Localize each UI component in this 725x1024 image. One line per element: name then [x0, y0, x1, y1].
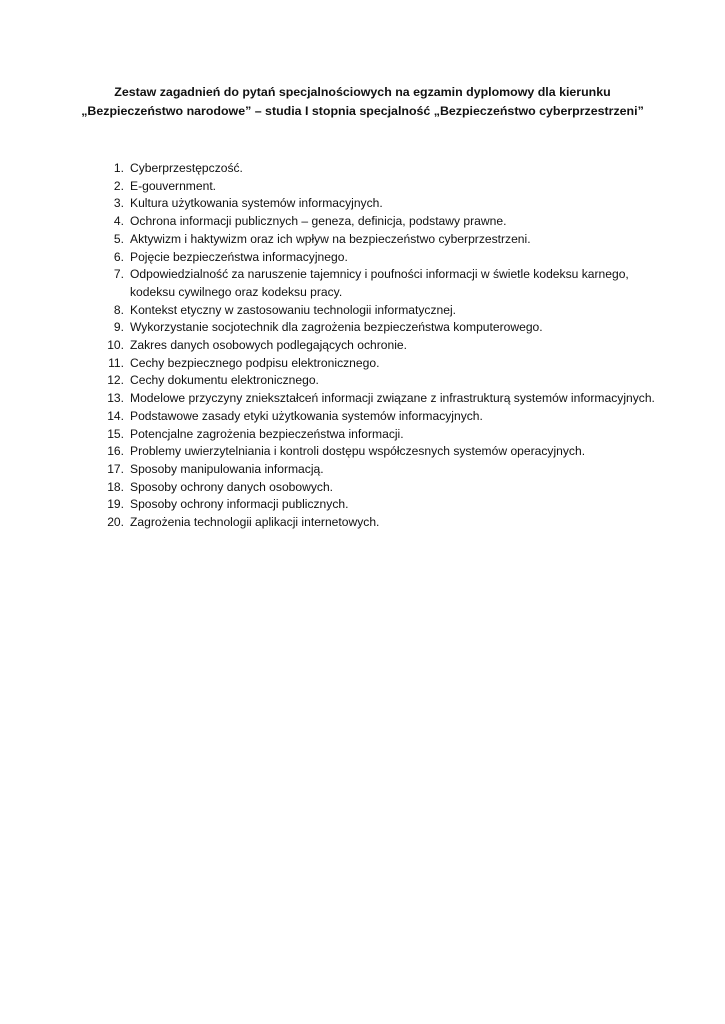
question-item — [100, 514, 660, 532]
question-text: E-gouvernment. — [130, 178, 217, 193]
question-item — [100, 355, 660, 373]
question-item — [100, 213, 660, 231]
question-item — [100, 178, 660, 196]
question-number: 2. — [113, 178, 124, 193]
question-number: 19. — [107, 497, 124, 512]
question-text: Zakres danych osobowych podlegających ochronie. — [130, 338, 407, 353]
question-text: Wykorzystanie socjotechnik dla zagrożenia bezpieczeństwa komputerowego. — [130, 320, 543, 335]
question-number: 1. — [113, 161, 124, 175]
question-item — [100, 266, 660, 301]
question-item — [100, 195, 660, 213]
question-number: 13. — [107, 391, 124, 406]
question-text: Aktywizm i haktywizm oraz ich wpływ na bezpieczeństwo cyberprzestrzeni. — [130, 231, 531, 246]
question-text: Odpowiedzialność za naruszenie tajemnicy i poufności informacji w świetle kodeksu karnego, kodeksu cywilnego oraz kodeksu pracy. — [130, 267, 629, 299]
question-number: 16. — [107, 444, 124, 459]
question-item — [100, 443, 660, 461]
question-item — [100, 426, 660, 444]
question-text: Cechy bezpiecznego podpisu elektronicznego. — [130, 355, 380, 370]
question-number: 14. — [107, 408, 124, 423]
question-text: Modelowe przyczyny zniekształceń informacji związane z infrastrukturą systemów informacyjnych. — [130, 391, 655, 406]
question-item — [100, 319, 660, 337]
question-item — [100, 372, 660, 390]
question-number: 4. — [113, 214, 124, 229]
question-number: 5. — [113, 231, 124, 246]
title-line-2: „Bezpieczeństwo narodowe” – studia I stopnia specjalność „Bezpieczeństwo cyberprzestrzeni” — [81, 104, 644, 118]
question-number: 3. — [113, 196, 124, 211]
question-number: 8. — [113, 302, 124, 317]
question-text: Sposoby manipulowania informacją. — [130, 461, 324, 476]
question-item — [100, 496, 660, 514]
question-text: Kontekst etyczny w zastosowaniu technologii informatycznej. — [130, 302, 457, 317]
question-item — [100, 390, 660, 408]
question-number: 15. — [107, 426, 124, 441]
question-number: 17. — [107, 461, 124, 476]
question-number: 20. — [107, 515, 124, 530]
question-text: Cyberprzestępczość. — [130, 161, 243, 175]
question-text: Zagrożenia technologii aplikacji internetowych. — [130, 515, 380, 530]
question-text: Ochrona informacji publicznych – geneza, definicja, podstawy prawne. — [130, 214, 507, 229]
question-text: Pojęcie bezpieczeństwa informacyjnego. — [130, 249, 348, 264]
question-number: 9. — [113, 320, 124, 335]
question-number: 12. — [107, 373, 124, 388]
question-item — [100, 302, 660, 320]
question-text: Cechy dokumentu elektronicznego. — [130, 373, 319, 388]
question-item — [100, 337, 660, 355]
title-line-1: Zestaw zagadnień do pytań specjalnościowych na egzamin dyplomowy dla kierunku — [114, 85, 611, 99]
question-item — [100, 231, 660, 249]
question-list — [100, 160, 660, 532]
question-number: 11. — [108, 355, 124, 370]
question-item — [100, 408, 660, 426]
question-text: Potencjalne zagrożenia bezpieczeństwa informacji. — [130, 426, 404, 441]
question-item — [100, 461, 660, 479]
question-text: Sposoby ochrony informacji publicznych. — [130, 497, 349, 512]
question-item — [100, 479, 660, 497]
question-number: 6. — [113, 249, 124, 264]
question-number: 10. — [107, 338, 124, 353]
question-text: Podstawowe zasady etyki użytkowania systemów informacyjnych. — [130, 408, 483, 423]
document-title — [60, 83, 665, 121]
question-number: 7. — [113, 267, 124, 282]
question-text: Kultura użytkowania systemów informacyjnych. — [130, 196, 383, 211]
question-number: 18. — [107, 479, 124, 494]
question-item — [100, 160, 660, 178]
question-item — [100, 249, 660, 267]
question-text: Sposoby ochrony danych osobowych. — [130, 479, 334, 494]
question-text: Problemy uwierzytelniania i kontroli dostępu współczesnych systemów operacyjnych. — [130, 444, 586, 459]
